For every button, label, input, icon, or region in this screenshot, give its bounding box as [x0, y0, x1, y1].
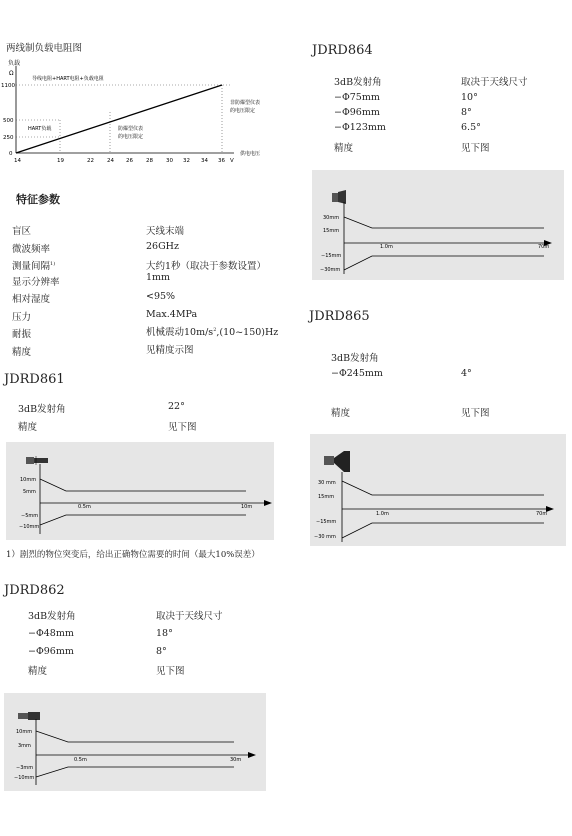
svg-text:−10mm: −10mm: [14, 775, 35, 781]
x-tick: V: [230, 158, 234, 164]
x-tick: 26: [126, 158, 133, 164]
svg-text:1.0m: 1.0m: [380, 244, 393, 250]
y-tick: 500: [3, 118, 14, 124]
jdrd862-accuracy-chart: [4, 693, 266, 791]
svg-text:5mm: 5mm: [23, 489, 36, 495]
upper-accuracy-line: [40, 479, 246, 491]
antenna-icon: [26, 456, 48, 465]
lower-accuracy-line: [40, 515, 246, 525]
svg-text:10m: 10m: [241, 504, 253, 510]
feature-label: 耐振: [12, 329, 32, 340]
annotation-top: 导线电阻+HART电阻+负载电阻: [32, 76, 104, 82]
jdrd864-size-value: 10°: [461, 92, 478, 103]
jdrd864-angle-label: 3dB发射角: [334, 77, 382, 88]
lower-accuracy-line: [344, 256, 544, 270]
feature-value: 大约1秒（取决于参数设置）: [146, 261, 267, 272]
jdrd861-title: JDRD861: [4, 372, 65, 387]
feature-value: 1mm: [146, 272, 171, 283]
load-line: [16, 85, 222, 153]
svg-text:0.5m: 0.5m: [78, 504, 91, 510]
y-tick: 1100: [1, 83, 15, 89]
feature-value: Max.4MPa: [146, 309, 198, 320]
upper-accuracy-line: [36, 731, 234, 742]
jdrd861-accuracy-chart: [6, 442, 274, 540]
svg-text:70m: 70m: [538, 244, 550, 250]
jdrd864-size-label: −Φ96mm: [334, 107, 380, 118]
svg-text:0.5m: 0.5m: [74, 757, 87, 763]
svg-text:−5mm: −5mm: [21, 513, 39, 519]
jdrd862-angle-value: 取决于天线尺寸: [156, 611, 223, 622]
feature-label: 精度: [12, 347, 32, 358]
load-chart-title: 两线制负载电阻图: [6, 43, 83, 54]
jdrd865-precision-value: 见下图: [461, 408, 490, 419]
footnote: 1）剧烈的物位突变后，给出正确物位需要的时间（最大10%误差）: [6, 550, 260, 560]
svg-text:30mm: 30mm: [323, 215, 340, 221]
svg-text:−30 mm: −30 mm: [314, 534, 336, 540]
x-tick: 22: [87, 158, 94, 164]
svg-text:−15mm: −15mm: [316, 519, 337, 525]
jdrd864-precision-value: 见下图: [461, 143, 490, 154]
horn-antenna-icon: [324, 451, 350, 472]
feature-value: 见精度示图: [146, 345, 194, 356]
svg-text:15mm: 15mm: [318, 494, 335, 500]
feature-label: 相对湿度: [12, 294, 51, 305]
x-tick: 34: [201, 158, 208, 164]
svg-text:10mm: 10mm: [20, 477, 37, 483]
x-tick: 30: [166, 158, 173, 164]
jdrd864-size-value: 6.5°: [461, 122, 481, 133]
svg-text:70m: 70m: [536, 511, 548, 517]
feature-label: 盲区: [12, 226, 32, 237]
jdrd862-angle-label: 3dB发射角: [28, 611, 76, 622]
jdrd864-title: JDRD864: [312, 43, 373, 58]
jdrd862-precision-label: 精度: [28, 666, 48, 677]
y-tick: 250: [3, 135, 14, 141]
x-tick: 14: [14, 158, 21, 164]
svg-text:−15mm: −15mm: [321, 253, 342, 259]
svg-text:10mm: 10mm: [16, 729, 33, 735]
annotation-ex: 的电压限定: [118, 134, 144, 140]
svg-text:−30mm: −30mm: [320, 267, 341, 273]
jdrd862-precision-value: 见下图: [156, 666, 185, 677]
feature-label: 微波频率: [12, 244, 51, 255]
x-tick: 24: [107, 158, 114, 164]
jdrd862-title: JDRD862: [4, 583, 65, 598]
feature-label: 显示分辨率: [12, 277, 60, 288]
jdrd864-accuracy-chart: [312, 170, 564, 280]
jdrd862-size-label: −Φ96mm: [28, 646, 74, 657]
jdrd864-size-label: −Φ123mm: [334, 122, 386, 133]
feature-value: 26GHz: [146, 241, 179, 252]
svg-text:15mm: 15mm: [323, 228, 340, 234]
jdrd865-size-label: −Φ245mm: [331, 368, 383, 379]
jdrd862-size-value: 18°: [156, 628, 173, 639]
annotation-nonex: 非防爆型仪表: [230, 100, 261, 106]
feature-label: 压力: [12, 312, 32, 323]
jdrd861-angle-label: 3dB发射角: [18, 404, 66, 415]
antenna-icon: [332, 190, 346, 204]
lower-accuracy-line: [36, 767, 234, 777]
svg-text:30 mm: 30 mm: [318, 480, 336, 486]
jdrd864-size-label: −Φ75mm: [334, 92, 380, 103]
jdrd861-angle-value: 22°: [168, 401, 185, 412]
load-chart-unit: Ω: [9, 70, 14, 77]
jdrd862-size-label: −Φ48mm: [28, 628, 74, 639]
svg-text:−3mm: −3mm: [16, 765, 34, 771]
upper-accuracy-line: [344, 217, 544, 228]
jdrd865-size-value: 4°: [461, 368, 472, 379]
jdrd861-precision-label: 精度: [18, 422, 38, 433]
x-tick: 36: [218, 158, 225, 164]
jdrd865-precision-label: 精度: [331, 408, 351, 419]
jdrd865-angle-label: 3dB发射角: [331, 353, 379, 364]
x-tick: 28: [146, 158, 153, 164]
feature-value: 机械震动$10m/s^2,(10\sim 150)Hz$: [146, 326, 279, 338]
annotation-ex: 防爆型仪表: [118, 126, 144, 132]
svg-text:30m: 30m: [230, 757, 242, 763]
feature-value: 天线末端: [146, 226, 185, 237]
x-tick: 19: [57, 158, 64, 164]
y-tick: 0: [9, 151, 13, 157]
antenna-icon: [18, 712, 40, 720]
feature-value: <95%: [146, 291, 176, 302]
jdrd864-angle-value: 取决于天线尺寸: [461, 77, 528, 88]
jdrd864-size-value: 8°: [461, 107, 472, 118]
features-title: 特征参数: [16, 193, 60, 206]
x-tick: 32: [183, 158, 190, 164]
load-chart-xlabel: 供电电压: [240, 151, 261, 157]
svg-text:3mm: 3mm: [18, 743, 31, 749]
lower-accuracy-line: [342, 523, 544, 538]
load-chart-ylabel: 负载: [8, 60, 21, 67]
jdrd865-accuracy-chart: [310, 434, 566, 546]
jdrd865-title: JDRD865: [309, 309, 370, 324]
annotation-nonex: 的电压限定: [230, 108, 256, 114]
jdrd862-size-value: 8°: [156, 646, 167, 657]
jdrd864-precision-label: 精度: [334, 143, 354, 154]
feature-label: 测量间隔$^{1)}$: [12, 260, 56, 272]
svg-text:−10mm: −10mm: [19, 524, 40, 530]
jdrd861-precision-value: 见下图: [168, 422, 197, 433]
upper-accuracy-line: [342, 481, 544, 495]
annotation-hart: HART负载: [28, 126, 52, 132]
svg-text:1.0m: 1.0m: [376, 511, 389, 517]
load-resistance-chart: [0, 56, 280, 168]
